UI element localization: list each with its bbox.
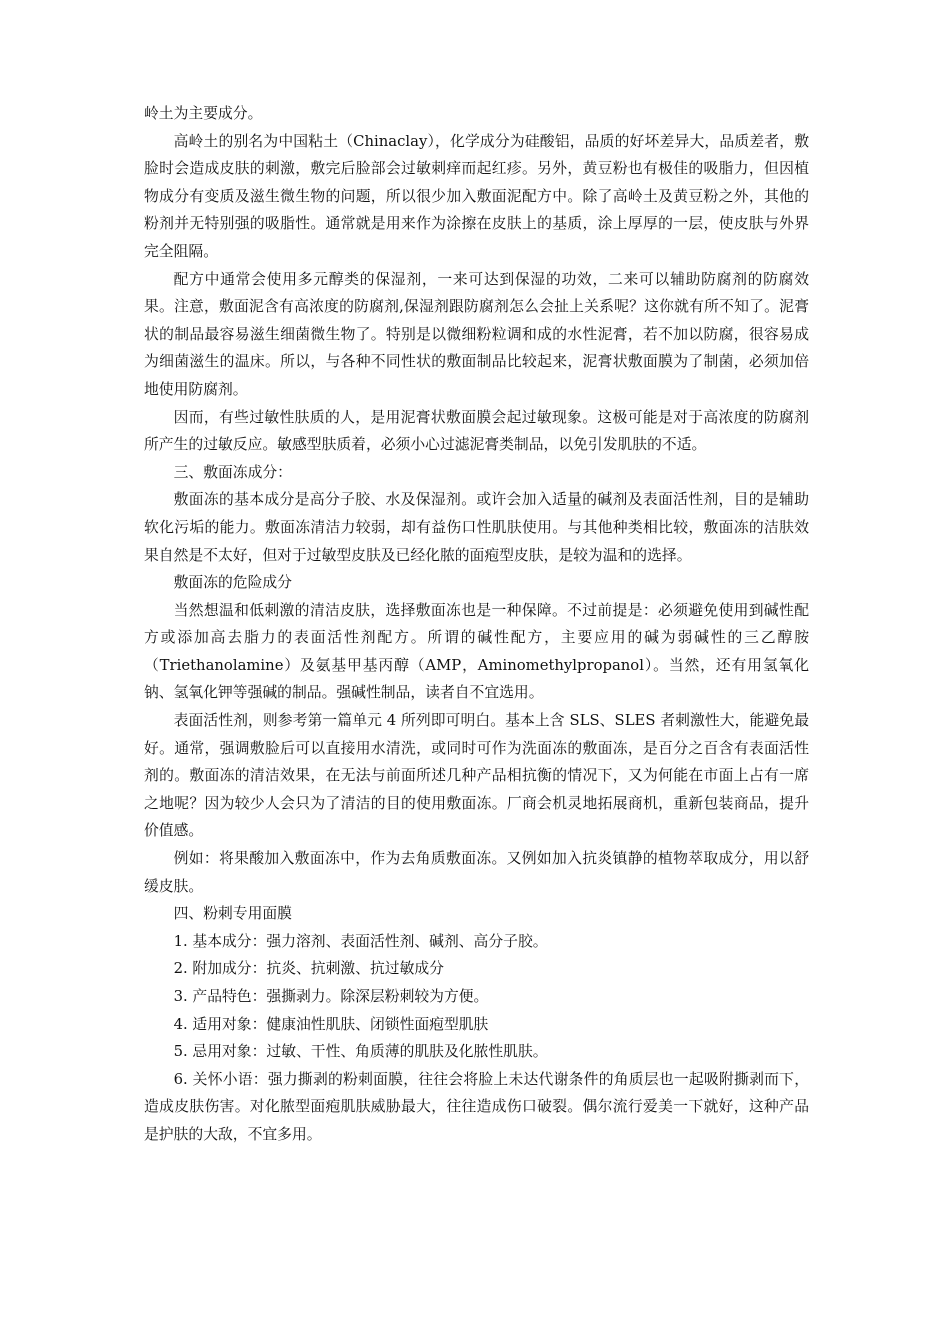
subheading-gel-risks: 敷面冻的危险成分 — [173, 574, 292, 592]
list-item-additional-ingredients: 2. 附加成分：抗炎、抗刺激、抗过敏成分 — [173, 960, 444, 978]
list-item-avoid-for: 5. 忌用对象：过敏、干性、角质薄的肌肤及化脓性肌肤。 — [173, 1043, 548, 1061]
list-item-care-note: 6. 关怀小语：强力撕剥的粉刺面膜，往往会将脸上未达代谢条件的角质层也一起吸附撕剥而下，造成皮肤伤害。对化脓型面疱肌肤威胁最大，往往造成伤口破裂。偶尔流行爱美一下就好，这种产品是护肤的大敌，不宜多用。 — [144, 1070, 809, 1143]
section-heading-gel-ingredients: 三、敷面冻成分： — [173, 463, 292, 481]
list-item-suitable-for: 4. 适用对象：健康油性肌肤、闭锁性面疱型肌肤 — [173, 1015, 489, 1033]
paragraph-surfactant: 表面活性剂，则参考第一篇单元 4 所列即可明白。基本上含 SLS、SLES 者刺激性大，能避免最好。通常，强调敷脸后可以直接用水清洗，或同时可作为洗面冻的敷面冻，是百分之百含有表面活性剂的。敷面冻的清洁效果，在无法与前面所述几种产品相抗衡的情况下，又为何能在市面上占有一席之地呢？因为较少人会只为了清洁的目的使用敷面冻。厂商会机灵地拓展商机，重新包装商品，提升价值感。 — [144, 712, 809, 840]
list-item-product-features: 3. 产品特色：强撕剥力。除深层粉刺较为方便。 — [173, 988, 489, 1005]
paragraph-example: 例如：将果酸加入敷面冻中，作为去角质敷面冻。又例如加入抗炎镇静的植物萃取成分，用以舒缓皮肤。 — [144, 850, 809, 895]
paragraph-kaolin: 高岭土的别名为中国粘土（Chinaclay），化学成分为硅酸铝，品质的好坏差异大，品质差者，敷脸时会造成皮肤的刺激，敷完后脸部会过敏刺痒而起红疹。另外，黄豆粉也有极佳的吸脂力，但因植物成分有变质及滋生微生物的问题，所以很少加入敷面泥配方中。除了高岭土及黄豆粉之外，其他的粉剂并无特别强的吸脂性。通常就是用来作为涂擦在皮肤上的基质，涂上厚厚的一层，使皮肤与外界完全阻隔。 — [144, 132, 809, 260]
paragraph-allergy: 因而，有些过敏性肤质的人，是用泥膏状敷面膜会起过敏现象。这极可能是对于高浓度的防腐剂所产生的过敏反应。敏感型肤质着，必须小心过滤泥膏类制品，以免引发肌肤的不适。 — [144, 408, 809, 454]
section-heading-blackhead-mask: 四、粉刺专用面膜 — [173, 905, 292, 923]
paragraph-humectant: 配方中通常会使用多元醇类的保湿剂，一来可达到保湿的功效，二来可以辅助防腐剂的防腐效果。注意，敷面泥含有高浓度的防腐剂,保湿剂跟防腐剂怎么会扯上关系呢？这你就有所不知了。泥膏状的制品最容易滋生细菌微生物了。特别是以微细粉粒调和成的水性泥膏，若不加以防腐，很容易成为细菌滋生的温床。所以，与各种不同性状的敷面制品比较起来，泥膏状敷面膜为了制菌，必须加倍地使用防腐剂。 — [144, 270, 809, 398]
document-page — [144, 100, 809, 1149]
paragraph-continuation: 岭土为主要成分。 — [144, 105, 263, 122]
paragraph-gel-basics: 敷面冻的基本成分是高分子胶、水及保湿剂。或许会加入适量的碱剂及表面活性剂，目的是辅助软化污垢的能力。敷面冻清洁力较弱，却有益伤口性肌肤使用。与其他种类相比较，敷面冻的洁肤效果自然是不太好，但对于过敏型皮肤及已经化脓的面疱型皮肤，是较为温和的选择。 — [144, 491, 809, 564]
paragraph-gel-alkaline: 当然想温和低刺激的清洁皮肤，选择敷面冻也是一种保障。不过前提是：必须避免使用到碱性配方或添加高去脂力的表面活性剂配方。所谓的碱性配方，主要应用的碱为弱碱性的三乙醇胺（Triethanolamine）及氨基甲基丙醇（AMP，Aminomethylpropanol）。当然，还有用氢氧化钠、氢氧化钾等强碱的制品。强碱性制品，读者自不宜选用。 — [144, 601, 809, 702]
list-item-basic-ingredients: 1. 基本成分：强力溶剂、表面活性剂、碱剂、高分子胶。 — [173, 932, 548, 950]
